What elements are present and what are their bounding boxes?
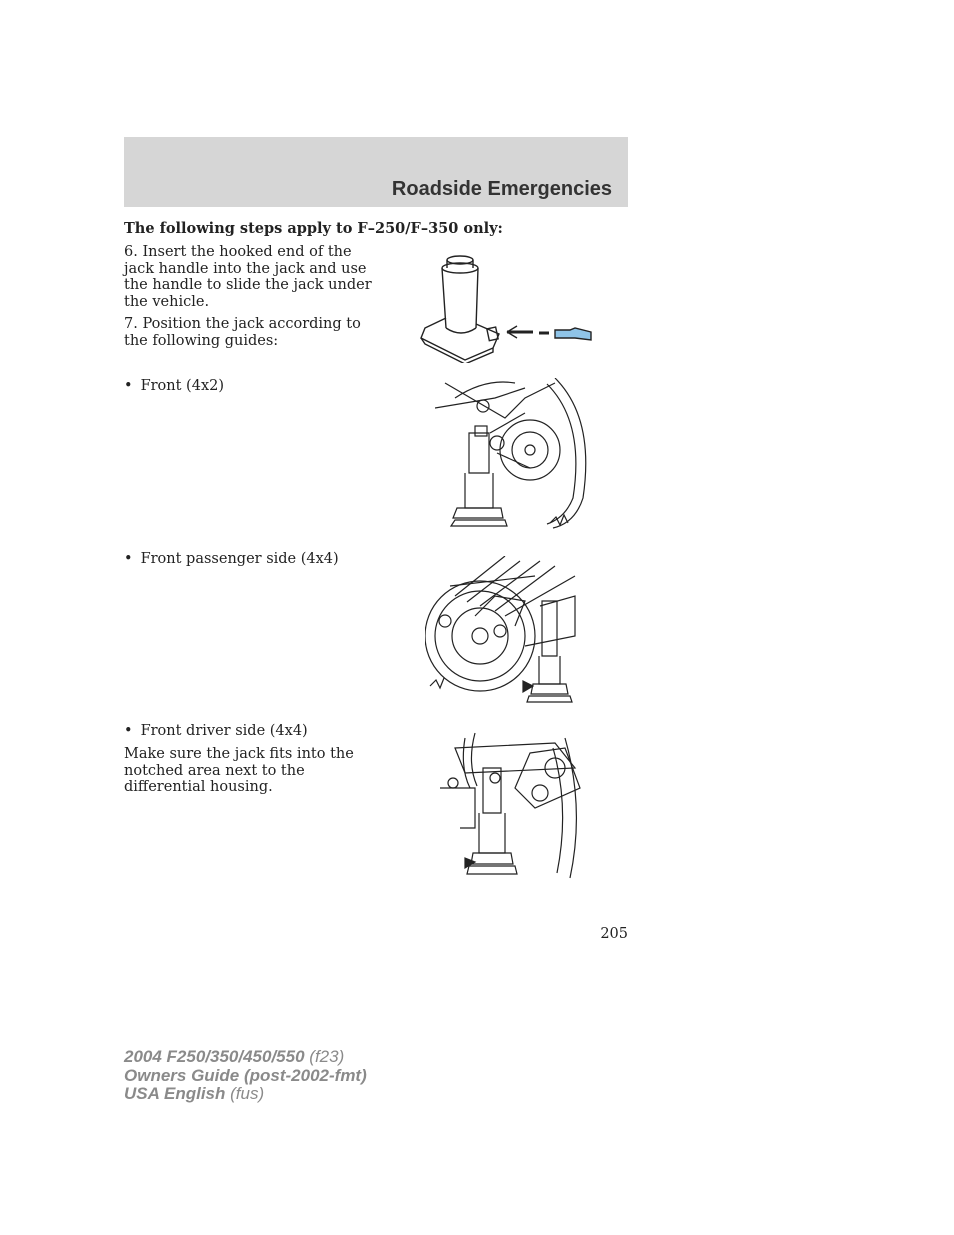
bullet-front-4x2 (124, 378, 380, 395)
jack-illustration (415, 248, 600, 363)
footer-guide: Owners Guide (post-2002-fmt) (124, 1065, 367, 1085)
footer-model: 2004 F250/350/450/550 (124, 1047, 305, 1066)
front-4x2-jack-position-illustration (435, 378, 590, 533)
footer-language-code: (fus) (225, 1084, 265, 1103)
intro-heading: The following steps apply to F–250/F–350 only: (124, 220, 503, 237)
bullet-label: Front passenger side (4x4) (140, 551, 339, 567)
bullet-marker: • (124, 723, 133, 739)
section-title: Roadside Emergencies (391, 178, 612, 200)
bullet-label: Front driver side (4x4) (140, 723, 308, 739)
footer-line-1 (124, 1048, 367, 1067)
section-header (124, 137, 628, 207)
bullet-marker: • (124, 551, 133, 567)
step-7-text: 7. Position the jack according to the following guides: (124, 316, 361, 349)
footer-line-3 (124, 1085, 367, 1104)
front-passenger-4x4-jack-position-illustration (425, 556, 580, 711)
step-6-text: 6. Insert the hooked end of the jack handle into the jack and use the handle to slide the jack under the vehicle. (124, 244, 372, 310)
bullet-marker: • (124, 378, 133, 394)
footer-model-code: (f23) (304, 1047, 345, 1066)
front-driver-4x4-jack-position-illustration (435, 728, 590, 888)
bullet-label: Front (4x2) (140, 378, 225, 394)
footer-line-2 (124, 1067, 367, 1086)
page-number: 205 (600, 926, 628, 942)
jack-fit-note: Make sure the jack fits into the notched area next to the differential housing. (124, 746, 354, 795)
bullet-front-driver-4x4 (124, 723, 380, 740)
document-footer (124, 1048, 367, 1104)
bullet-front-passenger-4x4 (124, 551, 380, 568)
footer-language: USA English (124, 1084, 226, 1103)
